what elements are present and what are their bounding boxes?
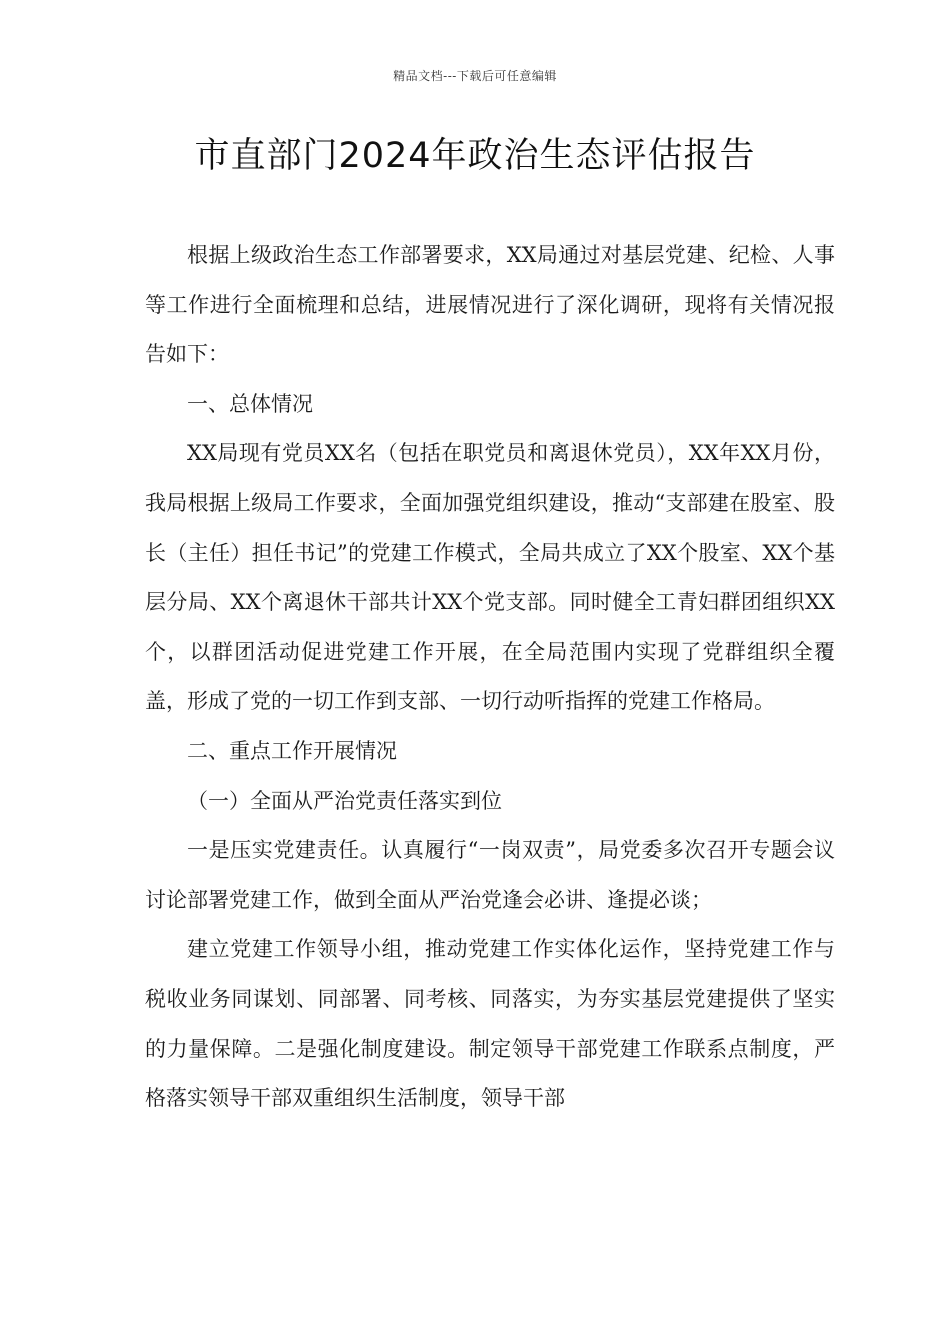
- header-note: 精品文档---下载后可任意编辑: [393, 69, 557, 83]
- section-heading-overall: 一、总体情况: [187, 391, 313, 416]
- paragraph-overall: XX局现有党员XX名（包括在职党员和离退休党员），XX年XX月份，我局根据上级局工作要求，全面加强党组织建设，推动“支部建在股室、股长（主任）担任书记”的党建工作模式，全局共成立了XX个股室、XX个基层分局、XX个离退休干部共计XX个党支部。同时健全工青妇群团组织XX个，以群团活动促进党建工作开展，在全局范围内实现了党群组织全覆盖，形成了党的一切工作到支部、一切行动听指挥的党建工作格局。: [145, 441, 835, 714]
- paragraph-responsibility: 一是压实党建责任。认真履行“一岗双责”，局党委多次召开专题会议讨论部署党建工作，做到全面从严治党逢会必讲、逢提必谈；: [145, 838, 835, 912]
- subsection-heading-1: （一）全面从严治党责任落实到位: [187, 788, 502, 813]
- section-heading-key-work: 二、重点工作开展情况: [187, 738, 397, 763]
- paragraph-intro: 根据上级政治生态工作部署要求，XX局通过对基层党建、纪检、人事等工作进行全面梳理和总结，进展情况进行了深化调研，现将有关情况报告如下：: [145, 243, 835, 367]
- document-body: [145, 231, 835, 1124]
- document-title: 市直部门2024年政治生态评估报告: [194, 136, 756, 176]
- paragraph-leadership-group: 建立党建工作领导小组，推动党建工作实体化运作，坚持党建工作与税收业务同谋划、同部署、同考核、同落实，为夯实基层党建提供了坚实的力量保障。二是强化制度建设。制定领导干部党建工作联系点制度，严格落实领导干部双重组织生活制度，领导干部: [145, 937, 835, 1111]
